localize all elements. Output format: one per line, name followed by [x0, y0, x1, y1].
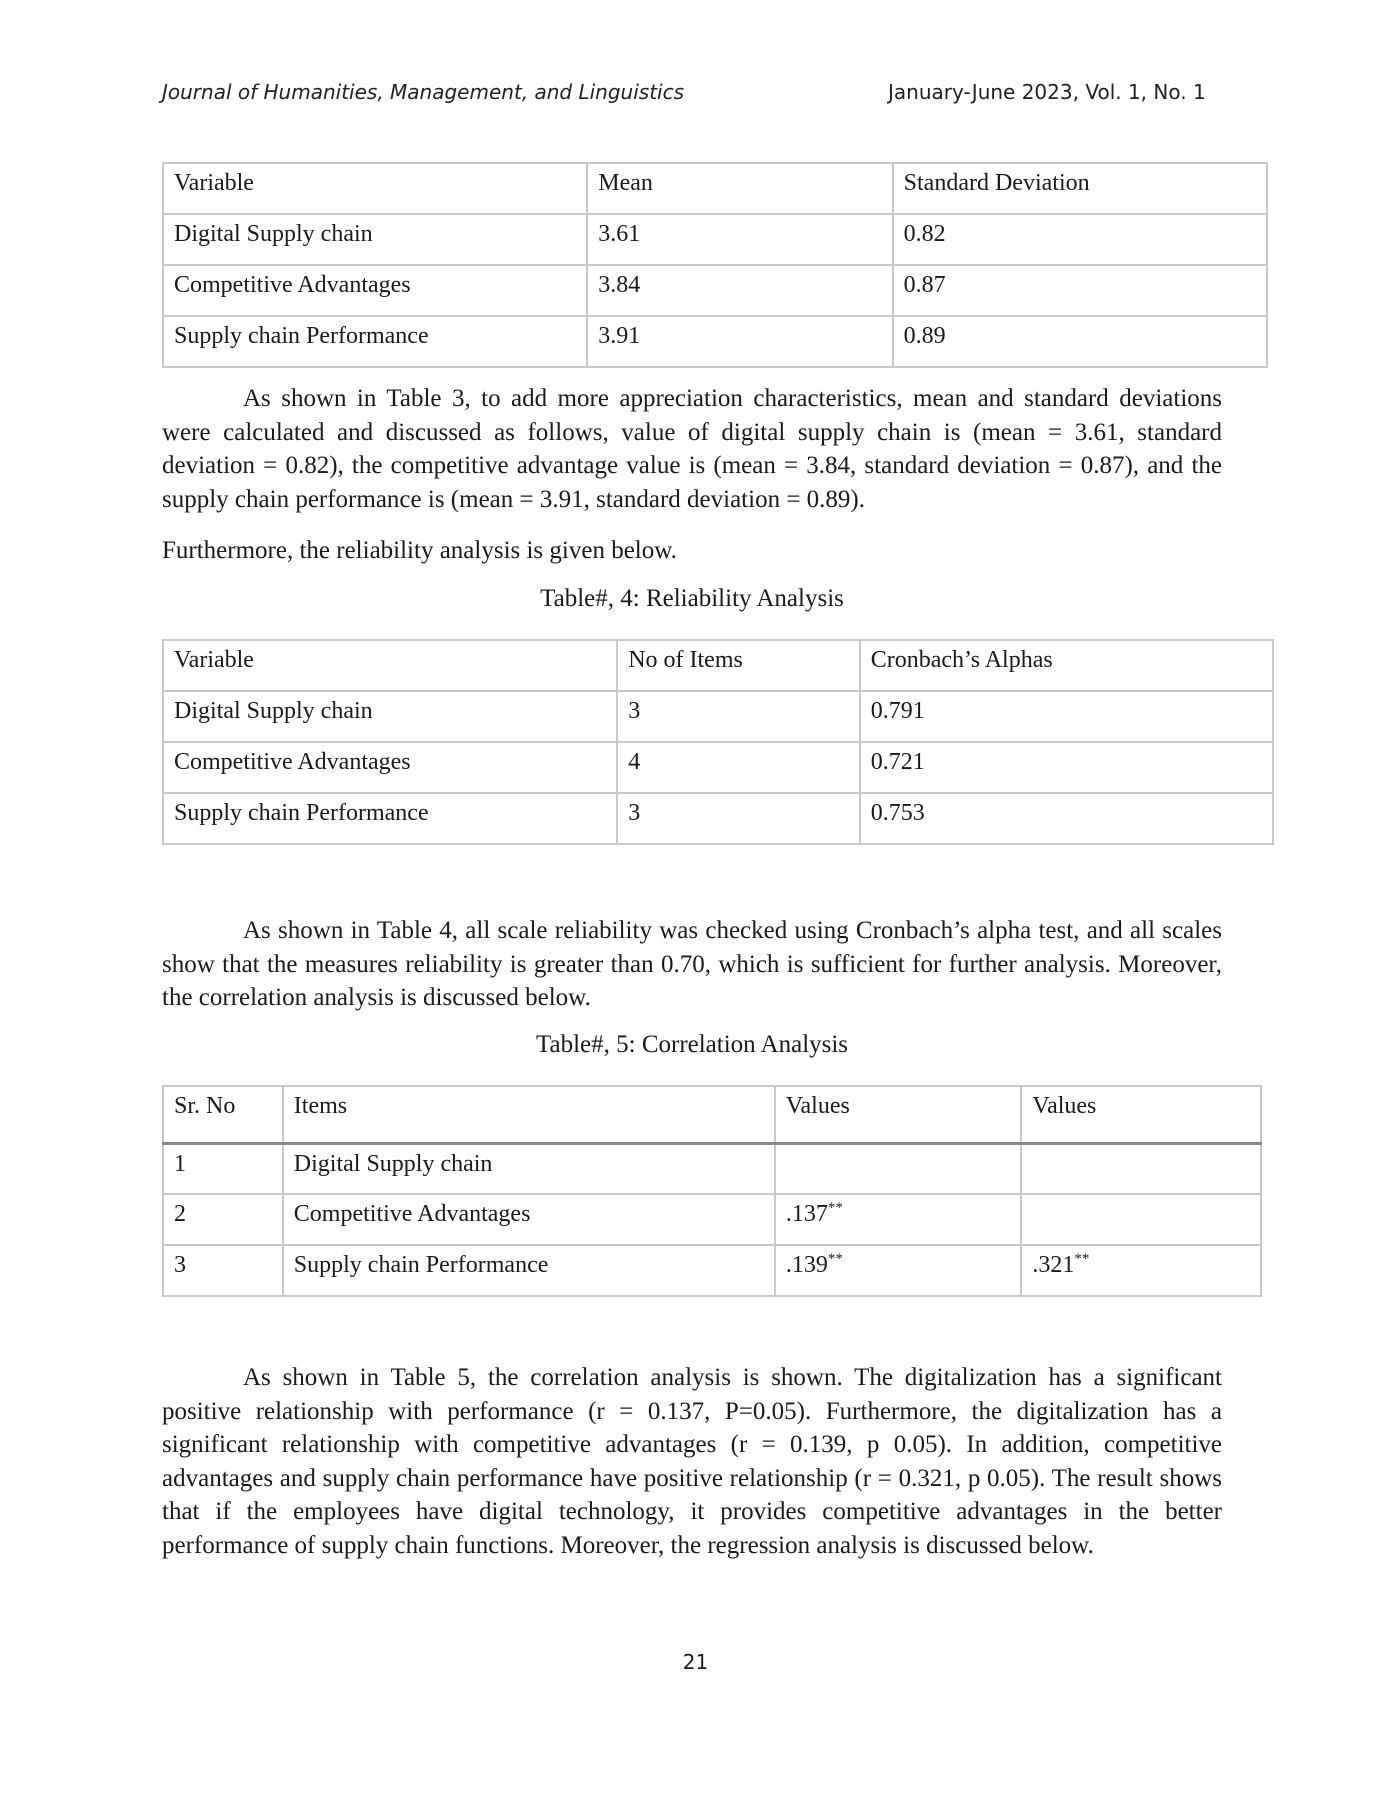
table-cell: 4 — [617, 742, 860, 793]
table-cell: 3 — [163, 1245, 283, 1296]
table-cell — [1021, 1143, 1261, 1194]
page-number: 21 — [682, 1650, 709, 1674]
table-cell: Competitive Advantages — [163, 265, 587, 316]
paragraph-table4-discussion: As shown in Table 4, all scale reliability was checked using Cronbach’s alpha test, and all scales show that the measures reliability is greater than 0.70, which is sufficient for further analysis. Moreover, the correlation analysis is discussed below. — [162, 917, 1222, 1012]
journal-title: Journal of Humanities, Management, and Linguistics — [162, 80, 685, 104]
table-cell: Supply chain Performance — [283, 1245, 775, 1296]
table-cell: 3.61 — [587, 214, 892, 265]
table-header-cell: Mean — [587, 163, 892, 214]
significance-marker: ** — [1074, 1251, 1090, 1267]
table-row — [163, 214, 1267, 265]
table-header-cell: Items — [283, 1086, 775, 1143]
issue-info: January-June 2023, Vol. 1, No. 1 — [888, 80, 1206, 104]
paragraph-reliability-intro: Furthermore, the reliability analysis is given below. — [162, 537, 677, 564]
table-cell: Competitive Advantages — [283, 1194, 775, 1245]
table-cell: Digital Supply chain — [163, 691, 617, 742]
table-cell: 3.84 — [587, 265, 892, 316]
table-cell — [775, 1245, 1022, 1296]
table-header-row — [163, 640, 1273, 691]
table-row — [163, 265, 1267, 316]
table-cell: Digital Supply chain — [163, 214, 587, 265]
table-header-cell: Variable — [163, 640, 617, 691]
paragraph-table5-discussion: As shown in Table 5, the correlation analysis is shown. The digitalization has a significant positive relationship with performance (r = 0.137, P=0.05). Furthermore, the digitalization has a significant relationship with competitive advantages (r = 0.139, p 0.05). In addition, competitive advantages and supply chain performance have positive relationship (r = 0.321, p 0.05). The result shows that if the employees have digital technology, it provides competitive advantages in the better performance of supply chain functions. Moreover, the regression analysis is discussed below. — [162, 1364, 1222, 1559]
table-cell: 0.87 — [893, 265, 1267, 316]
table-row — [163, 316, 1267, 367]
reliability-table — [162, 639, 1274, 845]
table-header-cell: Cronbach’s Alphas — [860, 640, 1273, 691]
correlation-value: .137 — [785, 1201, 828, 1227]
table-cell: Digital Supply chain — [283, 1143, 775, 1194]
table5-caption: Table#, 5: Correlation Analysis — [535, 1031, 849, 1058]
table-cell — [775, 1194, 1022, 1245]
table-row — [163, 1245, 1261, 1296]
correlation-value: .321 — [1032, 1252, 1075, 1278]
table-row — [163, 1143, 1261, 1194]
table-row — [163, 691, 1273, 742]
table-cell: 0.791 — [860, 691, 1273, 742]
table4-caption: Table#, 4: Reliability Analysis — [540, 585, 844, 612]
table-header-cell: Values — [1021, 1086, 1261, 1143]
table-cell: Supply chain Performance — [163, 793, 617, 844]
table-row — [163, 742, 1273, 793]
table-cell — [1021, 1194, 1261, 1245]
table-cell: 0.82 — [893, 214, 1267, 265]
table-header-cell: Variable — [163, 163, 587, 214]
table-row — [163, 793, 1273, 844]
descriptive-stats-table — [162, 162, 1268, 368]
correlation-table — [162, 1085, 1262, 1297]
table-cell: 3 — [617, 793, 860, 844]
table-header-cell: Standard Deviation — [893, 163, 1267, 214]
table-cell: 0.753 — [860, 793, 1273, 844]
table-cell — [1021, 1245, 1261, 1296]
table-row — [163, 1194, 1261, 1245]
table-cell: 2 — [163, 1194, 283, 1245]
table-cell: 1 — [163, 1143, 283, 1194]
table-cell: 0.89 — [893, 316, 1267, 367]
table-cell: 0.721 — [860, 742, 1273, 793]
table-header-cell: Values — [775, 1086, 1022, 1143]
significance-marker: ** — [827, 1251, 843, 1267]
table-cell: 3.91 — [587, 316, 892, 367]
table-cell — [775, 1143, 1022, 1194]
paragraph-table3-discussion: As shown in Table 3, to add more appreciation characteristics, mean and standard deviations were calculated and discussed as follows, value of digital supply chain is (mean = 3.61, standard deviation = 0.82), the competitive advantage value is (mean = 3.84, standard deviation = 0.87), and the supply chain performance is (mean = 3.91, standard deviation = 0.89). — [162, 385, 1222, 513]
correlation-value: .139 — [785, 1252, 828, 1278]
significance-marker: ** — [827, 1200, 843, 1216]
table-cell: Competitive Advantages — [163, 742, 617, 793]
table-cell: 3 — [617, 691, 860, 742]
table-header-cell: Sr. No — [163, 1086, 283, 1143]
table-header-row — [163, 1086, 1261, 1143]
table-header-row — [163, 163, 1267, 214]
table-cell: Supply chain Performance — [163, 316, 587, 367]
table-header-cell: No of Items — [617, 640, 860, 691]
